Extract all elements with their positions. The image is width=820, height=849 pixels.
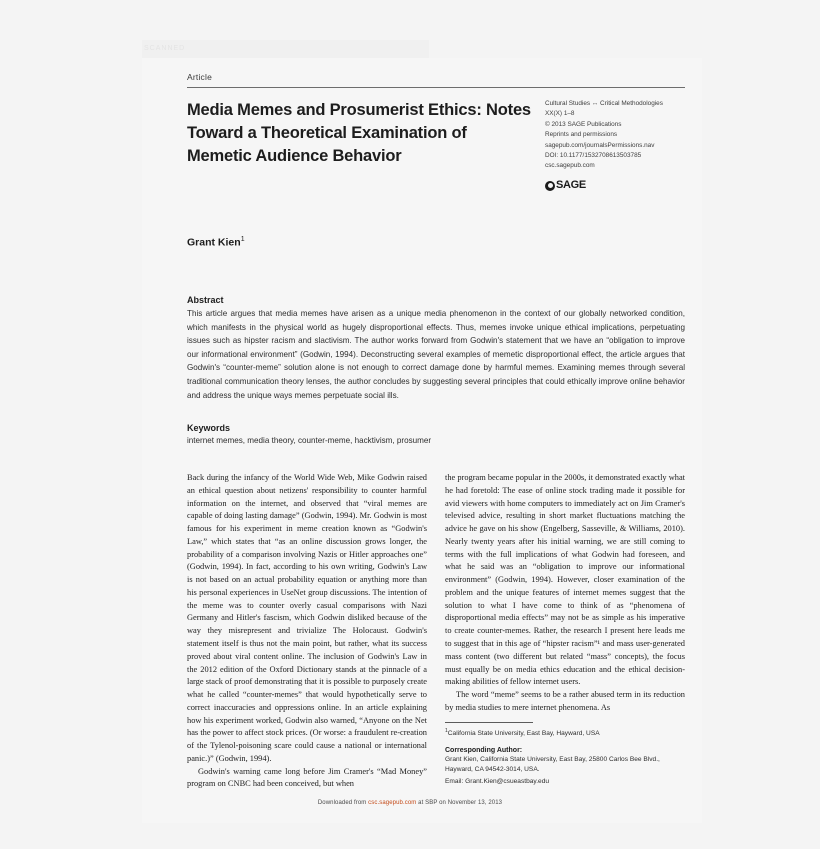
download-prefix: Downloaded from <box>317 800 369 806</box>
footnote-rule <box>445 722 533 723</box>
left-column <box>187 472 427 791</box>
body-columns <box>187 472 685 791</box>
title-block <box>187 99 533 194</box>
sage-globe-icon <box>545 181 555 191</box>
author-affil-marker: 1 <box>240 236 245 244</box>
journal-volume-issue: XX(X) 1–8 <box>545 110 575 118</box>
journal-info-block <box>545 99 685 194</box>
scan-watermark: SCANNED <box>142 40 429 58</box>
abstract-heading: Abstract <box>187 294 224 305</box>
author-affiliation <box>445 728 685 739</box>
download-suffix: at SBP on November 13, 2013 <box>416 800 503 806</box>
keywords-text: internet memes, media theory, counter-meme, hacktivism, prosumer <box>187 436 432 446</box>
corresponding-author-address: Grant Kien, California State University, East Bay, 25800 Carlos Bee Blvd., Hayward, CA 94542-3014, USA. <box>445 755 660 774</box>
journal-site-url[interactable]: csc.sagepub.com <box>545 162 595 170</box>
download-provenance-bar <box>0 800 820 806</box>
journal-permissions-url[interactable]: sagepub.com/journalsPermissions.nav <box>545 141 655 149</box>
corresponding-author-heading: Corresponding Author: <box>445 746 523 754</box>
body-paragraph: the program became popular in the 2000s, it demonstrated exactly what he had foretold: The ease of online stock trading made it possible for avid viewers with home computers to immediately act on Jim Cramer's televised advice, resulting in short market fluctuations matching the advice he gave on his show (Engelberg, Sasseville, & Williams, 2010). Nearly twenty years after his initial warning, we are still coming to terms with the full implications of what Godwin had foreseen, and what he said was an “obligation to improve our informational environment” (Godwin, 1994). However, closer examination of the problem and the unique features of internet memes suggest that the solution to what I have come to think of as “phenomena of disproportional media effects” may not be as simple as his imperative to create counter-memes. Rather, the research I present here leads me to suggest that in this age of “hipster racism”¹ and mass user-generated mass content (two different but related “mass” concepts), the focus must equally be on media ethics education and the ethical decision-making abilities of fellow internet users. <box>445 473 685 687</box>
journal-copyright: © 2013 SAGE Publications <box>545 120 622 128</box>
body-paragraph: Godwin's warning came long before Jim Cramer's “Mad Money” program on CNBC had been conceived, but when <box>187 766 427 789</box>
running-head-row <box>187 72 685 86</box>
corresponding-author-email[interactable]: Email: Grant.Kien@csueastbay.edu <box>445 778 550 785</box>
paper-sheet <box>142 58 702 823</box>
journal-reprints: Reprints and permissions <box>545 131 618 139</box>
download-source-link[interactable]: csc.sagepub.com <box>368 800 417 806</box>
keywords-section <box>187 423 685 448</box>
keywords-heading: Keywords <box>187 423 231 434</box>
body-paragraph: Back during the infancy of the World Wide Web, Mike Godwin raised an ethical question about netizens' responsibility to counter harmful information on the internet, and observed that “viral memes are capable of doing lasting damage” (Godwin, 1994). Mr. Godwin is most famous for his experiment in meme creation known as “Godwin's Law,” which states that “as an online discussion grows longer, the probability of a comparison involving Nazis or Hitler approaches one” (Godwin, 1994). In fact, according to his own writing, Godwin's Law is not based on an actual probability equation or anything more than his personal experiences in UseNet group discussions. The intention of the meme was to counter overly casual comparisons with Nazi Germany and Hitler's fascism, which Godwin disliked because of the way they misrepresent and trivialize The Holocaust. Godwin's statement itself is thus not the main point, but rather, what its success proved about viral content online. The inclusion of Godwin's Law in the 2012 edition of the Oxford Dictionary stands at the pinnacle of a large stack of proof demonstrating that it is possible to purposely create what he called “counter-memes” that would hypothetically serve to correct inaccuracies and oppressions online. In an article explaining how his experiment worked, Godwin also warned, “Anyone on the Net has the power to affect stock prices. (Or worse: a fraudulent re-creation of the Tylenol-poisoning scare could cause a national or international panic.)” (Godwin, 1994). <box>187 473 427 763</box>
sage-logo <box>545 177 685 195</box>
abstract-text: This article argues that media memes have arisen as a unique media phenomenon in the context of our globally networked condition, which manifests in the physical world as hugely disproportional effects. Thus, memes invoke unique ethical implications, perpetuating issues such as hipster racism and slactivism. The author works forward from Godwin's statement that we have an “obligation to improve our informational environment” (Godwin, 1994). Deconstructing several examples of memetic disproportional effect, the article argues that Godwin's “counter-meme” solution alone is not enough to correct damage done by harmful memes. Examining memes through several traditional communication theory lenses, the author concludes by suggesting several principles that could ethically improve online behavior and address the unique ways memes perpetuate social ills. <box>187 308 685 400</box>
author-name-text: Grant Kien <box>187 236 241 249</box>
header-rule <box>187 87 685 88</box>
journal-doi[interactable]: DOI: 10.1177/1532708613503785 <box>545 151 642 159</box>
right-column <box>445 472 685 791</box>
affiliation-text: California State University, East Bay, Hayward, USA <box>447 729 600 737</box>
sage-logo-text: SAGE <box>556 178 586 191</box>
masthead <box>187 99 685 194</box>
journal-name: Cultural Studies ↔ Critical Methodologies <box>545 100 663 107</box>
paper-content <box>187 72 685 791</box>
body-paragraph: The word “meme” seems to be a rather abused term in its reduction by media studies to mere internet phenomena. As <box>445 690 685 712</box>
author-name <box>187 236 685 249</box>
affiliation-marker: 1 <box>445 727 448 734</box>
article-type-label: Article <box>187 72 213 82</box>
page-title: Media Memes and Prosumerist Ethics: Notes Toward a Theoretical Examination of Memetic Audience Behavior <box>187 101 531 165</box>
abstract-section <box>187 295 685 402</box>
